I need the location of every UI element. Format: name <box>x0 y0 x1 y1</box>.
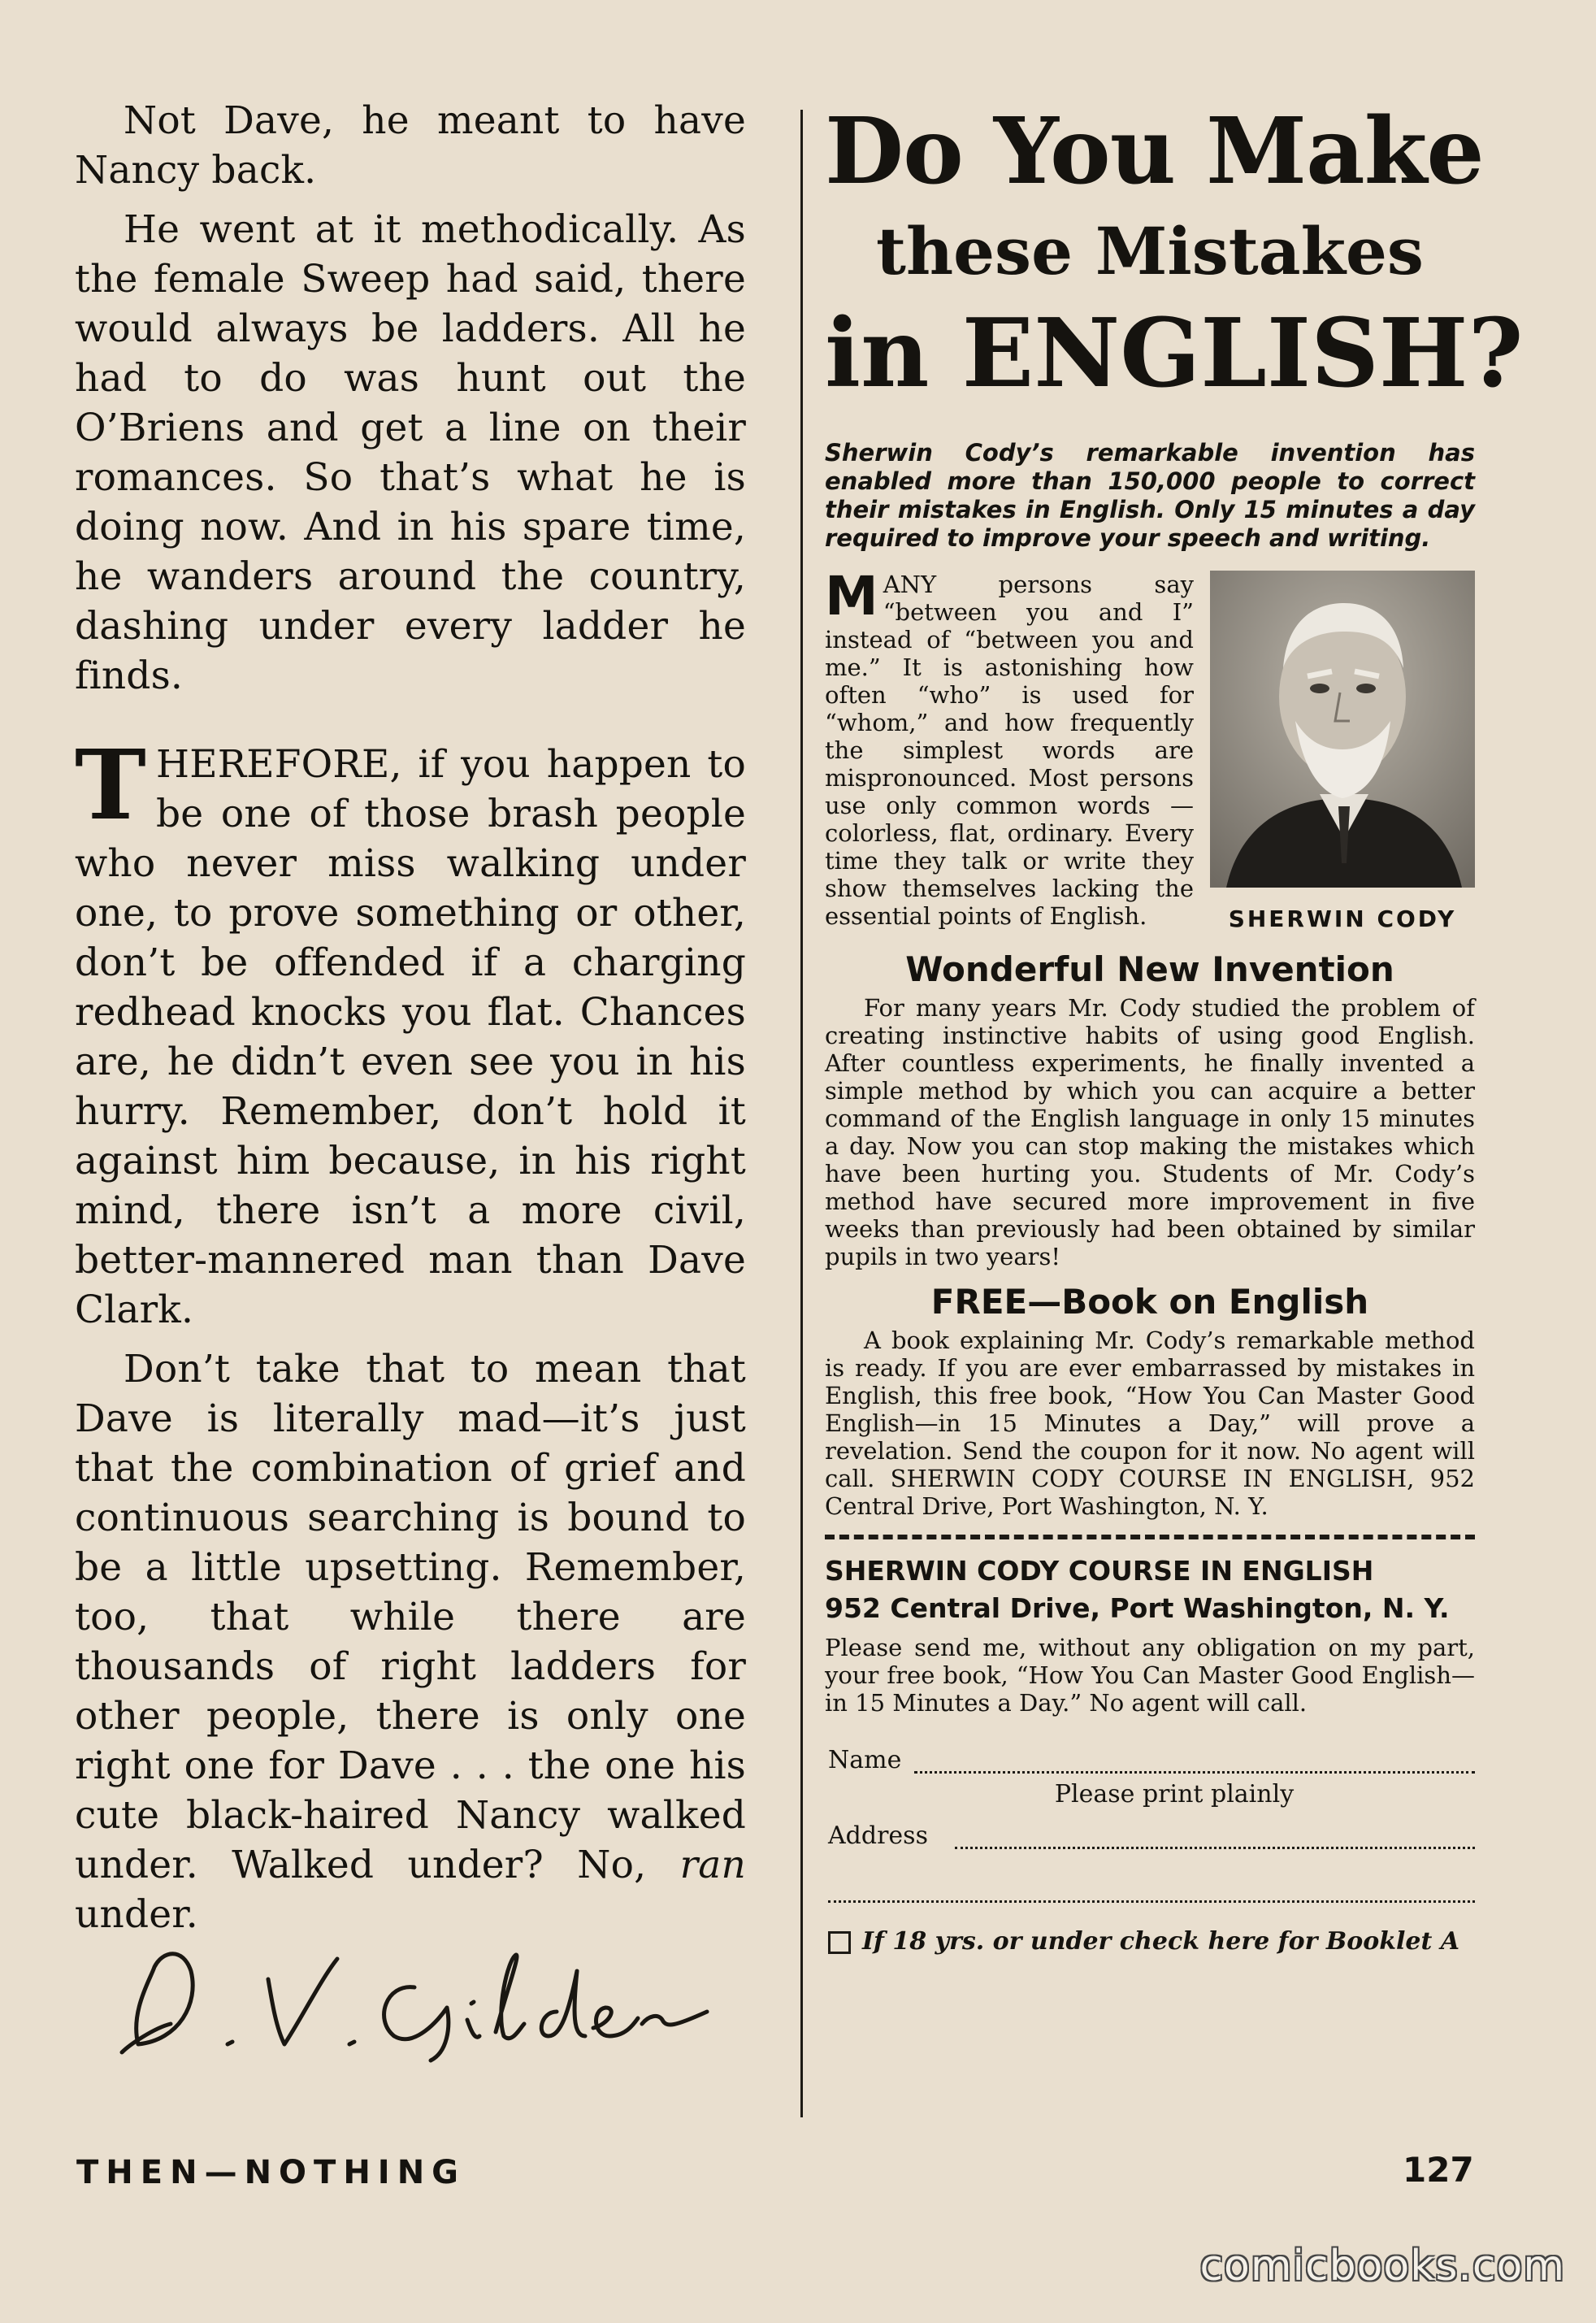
age-checkbox-row[interactable] <box>825 1927 1475 1956</box>
portrait-image <box>1210 571 1475 888</box>
coupon[interactable] <box>825 1552 1475 1956</box>
ad-body-3: A book explaining Mr. Cody’s remarkable method is ready. If you are ever embarrassed by mistakes in English, this free book, “How You Can Master Good English—in 15 Minutes a Day,” will prove a revelation. Send the coupon for it now. No agent will call. SHERWIN CODY COURSE IN ENGLISH, 952 Central Drive, Port Washington, N. Y. <box>825 1326 1475 1520</box>
print-plainly-note: Please print plainly <box>1054 1780 1295 1808</box>
name-line[interactable] <box>914 1771 1475 1774</box>
story-paragraph-3-capword: HEREFORE, <box>156 742 402 787</box>
age-checkbox[interactable] <box>828 1931 851 1954</box>
name-label: Name <box>828 1746 902 1774</box>
address-field[interactable] <box>825 1821 1475 1854</box>
coupon-heading-2: 952 Central Drive, Port Washington, N. Y. <box>825 1592 1450 1624</box>
ad-intro: Sherwin Cody’s remarkable invention has enabled more than 150,000 people to correct their mistakes in English. Only 15 minutes a day required to improve your speech and writing. <box>825 439 1475 552</box>
story-paragraph-3 <box>75 728 746 1335</box>
watermark: comicbooks.com <box>1199 2242 1565 2290</box>
story-paragraph-3-text: if you happen to be one of those brash people who never miss walking under one, to prove something or other, don’t be offended if a charging redhead knocks you flat. Chances are, he didn’t even see you in his hurry. Remember, don’t hold it against him because, in his right mind, there isn’t a more civil, better-mannered man than Dave Clark. <box>75 742 746 1332</box>
ad-headline-1: Do You Make <box>825 98 1484 205</box>
address-line-2[interactable] <box>828 1900 1475 1903</box>
coupon-body: Please send me, without any obligation on my part, your free book, “How You Can Master Good English—in 15 Minutes a Day.” No agent will call. <box>825 1634 1475 1717</box>
running-footer-title: THEN—NOTHING <box>76 2154 466 2191</box>
story-paragraph-4-italic: ran <box>679 1843 746 1887</box>
ad-drop-cap-m: M <box>825 565 878 627</box>
photo-caption: SHERWIN CODY <box>1228 905 1457 932</box>
address-line[interactable] <box>955 1847 1475 1849</box>
ad-headline-2: these Mistakes <box>876 213 1424 289</box>
author-signature <box>106 1922 756 2069</box>
advertisement <box>825 98 1524 1956</box>
story-paragraph-1: Not Dave, he meant to have Nancy back. <box>75 98 746 193</box>
address-label: Address <box>828 1821 928 1850</box>
story-paragraph-4 <box>75 1344 746 1939</box>
story-column <box>75 96 746 1949</box>
subhead-free-book: FREE—Book on English <box>930 1282 1369 1322</box>
ad-body-1-text: ANY persons say “between you and I” instead of “between you and me.” It is astonishing how often “who” is used for “whom,” and how frequently the simplest words are mispronounced. Most persons use only common words — colorless, flat, ordinary. Every time they talk or write they show themselves lacking the essential points of English. <box>825 571 1194 930</box>
coupon-cut-line <box>825 1535 1475 1539</box>
ad-headline-3: in ENGLISH? <box>825 298 1524 409</box>
address-field-2[interactable] <box>825 1875 1475 1908</box>
coupon-heading-1: SHERWIN CODY COURSE IN ENGLISH <box>825 1555 1374 1587</box>
story-paragraph-4-end: under. <box>75 1892 198 1937</box>
ad-body-1 <box>825 565 1475 932</box>
age-checkbox-label: If 18 yrs. or under check here for Booklet A <box>862 1927 1460 1956</box>
ad-body-2: For many years Mr. Cody studied the problem of creating instinctive habits of using good English. After countless experiments, he finally invented a simple method by which you can acquire a better command of the English language in only 15 minutes a day. Now you can stop making the mistakes which have been hurting you. Students of Mr. Cody’s method have secured more improvement in five weeks than previously had been obtained by similar pupils in two years! <box>825 994 1475 1270</box>
column-divider <box>800 110 803 2117</box>
drop-cap-t: T <box>75 728 147 841</box>
name-field[interactable] <box>825 1746 1475 1778</box>
page-number: 127 <box>1403 2150 1474 2190</box>
photo-box <box>1210 571 1475 933</box>
story-paragraph-4-text: Don’t take that to mean that Dave is literally mad—it’s just that the combination of grief and continuous searching is bound to be a little upsetting. Remember, too, that while there are thousands of right ladders for other people, there is only one right one for Dave . . . the one his cute black-haired Nancy walked under. Walked under? No, <box>75 1347 746 1887</box>
story-paragraph-2: He went at it methodically. As the female Sweep had said, there would always be ladders. All he had to do was hunt out the O’Briens and get a line on their romances. So that’s what he is doing now. And in his spare time, he wanders around the country, dashing under every ladder he finds. <box>75 207 746 698</box>
subhead-wonderful-new-invention: Wonderful New Invention <box>905 949 1394 989</box>
portrait-photo <box>1210 571 1475 888</box>
